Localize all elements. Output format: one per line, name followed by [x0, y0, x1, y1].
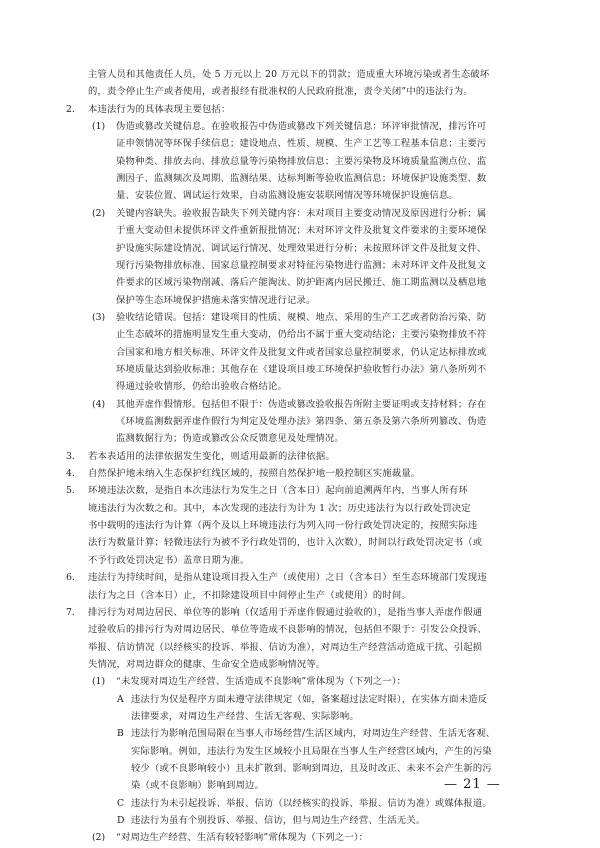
item-number: 6.	[66, 572, 75, 584]
item-text-line: 不予行政处罚决定书）盖章日期为准。	[88, 554, 250, 566]
item-number: 5.	[66, 485, 75, 497]
sub-item-text-line: 监测数据行为；伪造或篡改公众反馈意见及处理情况。	[116, 433, 344, 445]
letter-text-line: 违法行为虽有个别投诉、举报、信访，但与周边生产经营、生活无关。	[131, 815, 426, 827]
letter-text-line: 违法行为影响范围局限在当事人市场经营/生活区域内，对周边生产经营、生活无客观、	[131, 728, 496, 740]
item-text-line: 环境违法次数，是指自本次违法行为发生之日（含本日）起向前追溯两年内，当事人所有环	[88, 485, 468, 497]
letter-label: C	[117, 797, 125, 809]
letter-text-line: 法律要求，对周边生产经营、生活无客观、实际影响。	[131, 710, 359, 722]
sub-item-text-line: 环境质量达到验收标准；其他存在《建设项目竣工环境保护验收暂行办法》第八条所列不	[116, 363, 487, 375]
letter-label: A	[117, 693, 124, 705]
item-text-line: 若本表适用的法律依据发生变化，则适用最新的法律依据。	[88, 450, 335, 462]
sub-item-text-line: 止生态破坏的措施明显发生重大变动，仍给出不属于重大变动结论；主要污染物排放不符	[116, 329, 487, 341]
sub-item-text-line: 证申领情况等环保手续信息；建设地点、性质、规模、生产工艺等工程基本信息；主要污	[116, 138, 487, 150]
sub-item-number: (2)	[92, 832, 106, 844]
item-number: 4.	[66, 468, 75, 480]
sub-item-text-line: 《环境监测数据弄虚作假行为判定及处理办法》第四条、第五条及第六条所列篡改、伪造	[116, 416, 487, 427]
item-text-line: 排污行为对周边居民、单位等的影响（仅适用于弄虚作假通过验收的），是指当事人弄虚作假通	[88, 606, 483, 618]
sub-item-text-line: “对周边生产经营、生活有较轻影响”常体现为（下列之一）：	[116, 832, 369, 844]
sub-item-text-line: 护设施实际建设情况、调试运行情况、处理效果进行分析；未按照环评文件及批复文件、	[116, 242, 487, 254]
item-text-line: 境违法行为次数之和。其中，本次发现的违法行为计为 1 次；历史违法行为以行政处罚决定	[88, 502, 471, 514]
sub-item-text-line: 验收结论错误。包括：建设项目的性质、规模、地点、采用的生产工艺或者防治污染、防	[116, 311, 487, 323]
sub-item-text-line: 测因子、监测频次及周期、监测结果、达标判断等验收监测信息；环境保护设施类型、数	[116, 173, 487, 185]
item-text-line: 法行为数量计算；轻微违法行为被不予行政处罚的，也计入次数），时间以行政处罚决定书（或	[88, 537, 483, 549]
item-text-line: 违法行为持续时间，是指从建设项目投入生产（或使用）之日（含本日）至生态环境部门发现违	[88, 572, 487, 584]
page-number: — 21 —	[444, 777, 501, 792]
sub-item-text-line: 关键内容缺失。验收报告缺失下列关键内容：未对项目主要变动情况及原因进行分析；属	[116, 207, 487, 219]
sub-item-number: (2)	[92, 207, 106, 219]
sub-item-text-line: 量、安装位置、调试运行效果，自动监测设施安装联网情况等环境保护设施信息。	[116, 190, 458, 202]
letter-text-line: 染（或不良影响）影响到周边。	[131, 780, 264, 792]
letter-text-line: 实际影响。例如，违法行为发生区域较小且局限在当事人生产经营区域内，产生的污染	[131, 745, 492, 757]
sub-item-text-line: 其他弄虚作假情形。包括但不限于：伪造或篡改验收报告所附主要证明或支持材料；存在	[116, 398, 487, 410]
item-text-line: 书中载明的违法行为计算（两个及以上环境违法行为列入同一份行政处罚决定的，按照实际违	[88, 520, 478, 532]
item-text-line: 本违法行为的具体表现主要包括：	[88, 103, 231, 115]
sub-item-text-line: 染物种类、排放去向、排放总量等污染物排放信息；主要污染物及环境质量监测点位、监	[116, 155, 487, 167]
sub-item-text-line: 现行污染物排放标准、国家总量控制要求对特征污染物进行监测；未对环评文件及批复文	[116, 259, 487, 271]
sub-item-text-line: 于重大变动但未提供环评文件重新报批情况；未对环评文件及批复文件要求的主要环境保	[116, 225, 487, 237]
item-text-line: 过验收后的排污行为对周边居民、单位等造成不良影响的情况，包括但不限于：引发公众投诉、	[88, 624, 487, 636]
letter-text-line: 违法行为仅是程序方面未遵守法律规定（如，备案超过法定时限），在实体方面未造反	[131, 693, 488, 705]
sub-item-text-line: 合国家和地方相关标准、环评文件及批复文件或者国家总量控制要求，仍认定达标排放或	[116, 346, 487, 358]
item-number: 2.	[66, 103, 75, 115]
sub-item-text-line: 保护等生态环境保护措施未落实情况进行记录。	[116, 294, 316, 306]
sub-item-text-line: 得通过验收情形，仍给出验收合格结论。	[116, 381, 287, 393]
item-text-line: 法行为之日（含本日）止，不扣除建设项目中间停止生产（或使用）的时间。	[88, 589, 411, 601]
item-number: 7.	[66, 606, 75, 618]
sub-item-text-line: “未发现对周边生产经营、生活造成不良影响”常体现为（下列之一）：	[116, 676, 407, 688]
letter-text-line: 较少（或不良影响较小）且未扩散到、影响到周边，且及时改正、未来不会产生新的污	[131, 763, 492, 774]
continuation-line: 的，责令停止生产或者使用，或者报经有批准权的人民政府批准，责令关闭”中的违法行为。	[88, 86, 473, 98]
item-number: 3.	[66, 450, 75, 462]
sub-item-number: (4)	[92, 398, 106, 410]
letter-text-line: 违法行为未引起投诉、举报、信访（以经核实的投诉、举报、信访为准）或媒体报道。	[131, 797, 492, 809]
sub-item-number: (1)	[92, 676, 106, 688]
item-text-line: 自然保护地未纳入生态保护红线区域的，按照自然保护地一般控制区实施裁量。	[88, 468, 421, 480]
item-text-line: 失情况，对周边群众的健康、生命安全造成影响情况等。	[88, 658, 326, 670]
sub-item-text-line: 件要求的区域污染物削减、落后产能淘汰、防护距离内居民搬迁、施工期监测以及栖息地	[116, 277, 487, 289]
sub-item-number: (1)	[92, 121, 106, 133]
sub-item-number: (3)	[92, 311, 106, 323]
letter-label: B	[117, 728, 124, 740]
item-text-line: 举报、信访情况（以经核实的投诉、举报、信访为准），对周边生产经营活动造成干扰、引起损	[88, 641, 483, 653]
sub-item-text-line: 伪造或篡改关键信息。在验收报告中伪造或篡改下列关键信息：环评审批情况，排污许可	[116, 121, 487, 133]
letter-label: D	[117, 815, 125, 827]
continuation-line: 主管人员和其他责任人员，处 5 万元以上 20 万元以下的罚款；造成重大环境污染或者生态破坏	[88, 69, 490, 80]
